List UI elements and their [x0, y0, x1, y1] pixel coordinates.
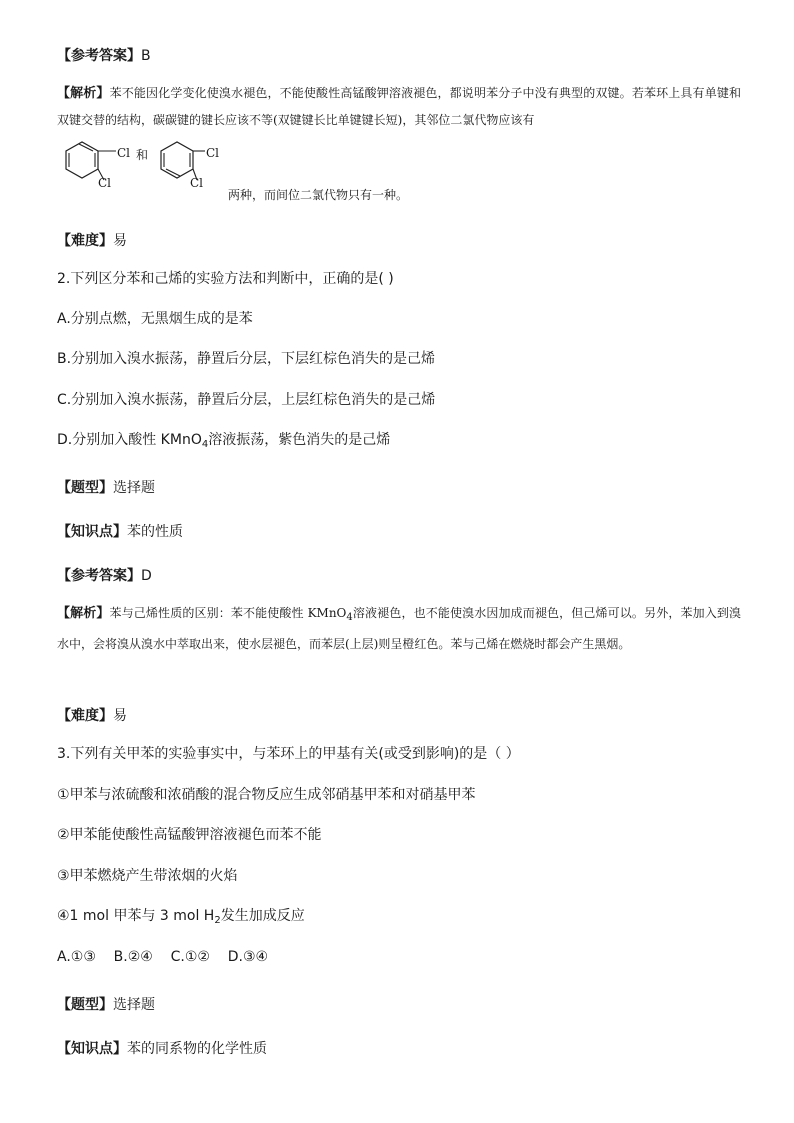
- q2-type-label: 【题型】: [57, 480, 113, 496]
- q1-answer-value: B: [141, 48, 151, 64]
- q2-answer-value: D: [141, 568, 152, 584]
- q2-option-a: A.分别点燃，无黑烟生成的是苯: [57, 311, 253, 327]
- q3-options: A.①③ B.②④ C.①② D.③④: [57, 949, 269, 965]
- q1-answer-label: 【参考答案】: [57, 48, 141, 64]
- q1-analysis-end: 两种，而间位二氯代物只有一种。: [228, 188, 409, 202]
- q2-option-d-post: 溶液振荡，紫色消失的是己烯: [208, 432, 391, 448]
- q2-option-d-pre: D.分别加入酸性 KMnO: [57, 432, 202, 448]
- q2-stem: 2.下列区分苯和己烯的实验方法和判断中，正确的是( ): [57, 271, 394, 287]
- q2-knowledge-label: 【知识点】: [57, 524, 127, 540]
- q2-analysis-pre: 苯与己烯性质的区别：苯不能使酸性 KMnO: [109, 606, 347, 620]
- q2-answer-label: 【参考答案】: [57, 568, 141, 584]
- q2-type: [57, 478, 155, 498]
- q2-difficulty-value: 易: [113, 708, 127, 724]
- q1-analysis-text: 苯不能因化学变化使溴水褪色，不能使酸性高锰酸钾溶液褪色，都说明苯分子中没有典型的双键。若苯环上具有单键和双键交替的结构，碳碳键的键长应该不等(双键键长比单键键长短)，其邻位二氯代物应该有: [57, 86, 741, 127]
- q3-stem: 3.下列有关甲苯的实验事实中，与苯环上的甲基有关(或受到影响)的是（ ）: [57, 746, 520, 762]
- q2-type-value: 选择题: [113, 480, 155, 496]
- mol2-cl-right: Cl: [206, 146, 220, 160]
- q3-item-3: ③甲苯燃烧产生带浓烟的火焰: [57, 868, 238, 884]
- q1-difficulty: [57, 231, 127, 251]
- q3-knowledge-label: 【知识点】: [57, 1041, 127, 1057]
- q2-difficulty: [57, 706, 127, 726]
- q3-type-label: 【题型】: [57, 997, 113, 1013]
- q2-option-d-sub: 4: [201, 439, 209, 450]
- q3-knowledge: [57, 1039, 267, 1059]
- mol1-cl-right: Cl: [117, 146, 131, 160]
- mol1-cl-bottom: Cl: [98, 176, 112, 190]
- q2-analysis-post: 溶液褪色，也不能使溴水因加成而褪色，但己烯可以。另外，苯加入到溴水中，会将溴从溴水中萃取出来，使水层褪色，而苯层(上层)则呈橙红色。苯与己烯在燃烧时都会产生黑烟。: [57, 606, 741, 651]
- q2-option-d: [57, 430, 390, 455]
- q1-analysis: [57, 80, 741, 133]
- q3-item-4-sub: 2: [214, 915, 221, 926]
- mol2-cl-bottom: Cl: [190, 176, 204, 190]
- q3-type: [57, 995, 155, 1015]
- q1-difficulty-label: 【难度】: [57, 233, 113, 249]
- q1-analysis-label: 【解析】: [57, 86, 110, 101]
- q3-item-1: ①甲苯与浓硫酸和浓硝酸的混合物反应生成邻硝基甲苯和对硝基甲苯: [57, 787, 476, 803]
- q3-item-2: ②甲苯能使酸性高锰酸钾溶液褪色而苯不能: [57, 827, 322, 843]
- q2-analysis-sub: 4: [346, 612, 353, 623]
- q1-answer: [57, 46, 151, 66]
- structure-connector: 和: [136, 148, 149, 162]
- q2-answer: [57, 566, 152, 586]
- q2-difficulty-label: 【难度】: [57, 708, 113, 724]
- q3-item-4: [57, 906, 305, 931]
- q1-difficulty-value: 易: [113, 233, 127, 249]
- q3-knowledge-value: 苯的同系物的化学性质: [127, 1041, 267, 1057]
- q2-option-b: B.分别加入溴水振荡，静置后分层，下层红棕色消失的是己烯: [57, 351, 436, 367]
- q3-item-4-post: 发生加成反应: [220, 908, 305, 924]
- q2-knowledge: [57, 522, 183, 542]
- q3-item-4-pre: ④1 mol 甲苯与 3 mol H: [57, 908, 215, 924]
- q2-knowledge-value: 苯的性质: [127, 524, 183, 540]
- q3-type-value: 选择题: [113, 997, 155, 1013]
- q2-analysis: [57, 600, 741, 657]
- q2-option-c: C.分别加入溴水振荡，静置后分层，上层红棕色消失的是己烯: [57, 392, 436, 408]
- q2-analysis-label: 【解析】: [57, 606, 110, 621]
